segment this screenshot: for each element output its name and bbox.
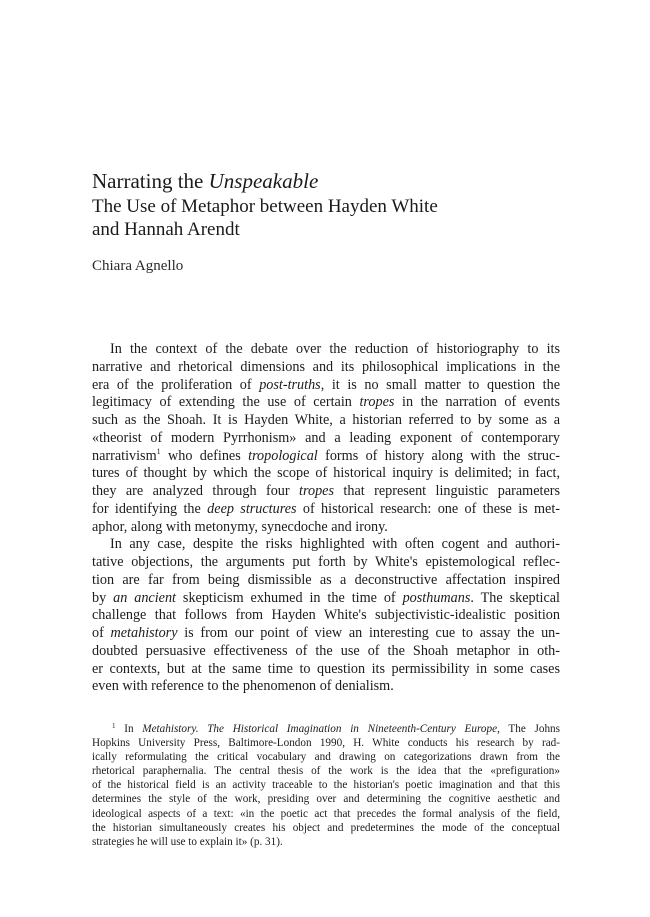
footnote-line: rhetorical paraphernalia. The central thesis of the work is the idea that the «prefiguration» (92, 765, 560, 778)
body-line: narrative and rhetorical dimensions and its philosophical implications in the (92, 358, 560, 375)
subtitle-line-2: and Hannah Arendt (92, 218, 240, 240)
body-line: era of the proliferation of post-truths, it is no small matter to question the (92, 376, 560, 393)
footnote-line: the historian simultaneously creates his object and predetermines the mode of the conceptual (92, 821, 560, 834)
body-line: for identifying the deep structures of historical research: one of these is met- (92, 500, 560, 517)
footnote-line: $^1$ In Metahistory. The Historical Imagination in Nineteenth-Century Europe, The Johns (112, 722, 560, 735)
body-line: er contexts, but at the same time to question its permissibility in some cases (92, 660, 560, 677)
body-line: legitimacy of extending the use of certain tropes in the narration of events (92, 394, 561, 411)
body-line: even with reference to the phenomenon of denialism. (92, 678, 394, 695)
footnote-ref: 1 (156, 446, 161, 456)
footnote-line: Hopkins University Press, Baltimore-London 1990, H. White conducts his research by rad- (92, 737, 560, 750)
footnote-line: determines the style of the work, presiding over and determining the cognitive aesthetic and (92, 793, 560, 806)
body-line: such as the Shoah. It is Hayden White, a historian referred to by some as a (92, 412, 560, 428)
footnote-line: of the historical field is an activity traceable to the historian's poetic imagination and that this (92, 779, 560, 792)
footnote-line: strategies he will use to explain it» (p. 31). (92, 835, 283, 848)
footnote-number: 1 (112, 722, 116, 730)
body-line: narrativism$^1$ who defines tropological forms of history along with the struc- (92, 446, 560, 464)
chapter-title (92, 168, 318, 195)
body-line: challenge that follows from Hayden White's subjectivistic-idealistic position (92, 607, 560, 624)
body-line: aphor, along with metonymy, synecdoche and irony. (92, 518, 388, 535)
body-line: doubted persuasive effectiveness of the use of the Shoah metaphor in oth- (92, 642, 560, 659)
footnote (92, 722, 560, 849)
body-text (92, 341, 560, 696)
body-line: tative objections, the arguments put forth by White's epistemological reflec- (92, 554, 560, 570)
title-italic: Unspeakable (208, 169, 319, 193)
body-line: of metahistory is from our point of view an interesting cue to assay the un- (92, 625, 560, 641)
subtitle-line-1: The Use of Metaphor between Hayden White (92, 196, 438, 217)
chapter-subtitle (92, 196, 438, 241)
body-line: tion are far from being dismissible as a deconstructive affectation inspired (92, 571, 560, 588)
footnote-line: ideological aspects of a text: «in the poetic act that precedes the formal analysis of the field, (92, 807, 560, 820)
author-name: Chiara Agnello (92, 258, 184, 274)
footnote-line: ically reformulating the critical vocabulary and drawing on categorizations drawn from the (92, 751, 560, 764)
body-line: In any case, despite the risks highlighted with often cogent and authori- (110, 536, 560, 553)
body-line: tures of thought by which the scope of historical inquiry is delimited; in fact, (92, 465, 560, 482)
body-line: In the context of the debate over the reduction of historiography to its (110, 341, 560, 357)
body-line: they are analyzed through four tropes that represent linguistic parameters (92, 483, 560, 499)
title-plain: Narrating the (92, 169, 209, 193)
body-line: «theorist of modern Pyrrhonism» and a leading exponent of contemporary (92, 429, 560, 446)
body-line: by an ancient skepticism exhumed in the time of posthumans. The skeptical (92, 589, 560, 606)
